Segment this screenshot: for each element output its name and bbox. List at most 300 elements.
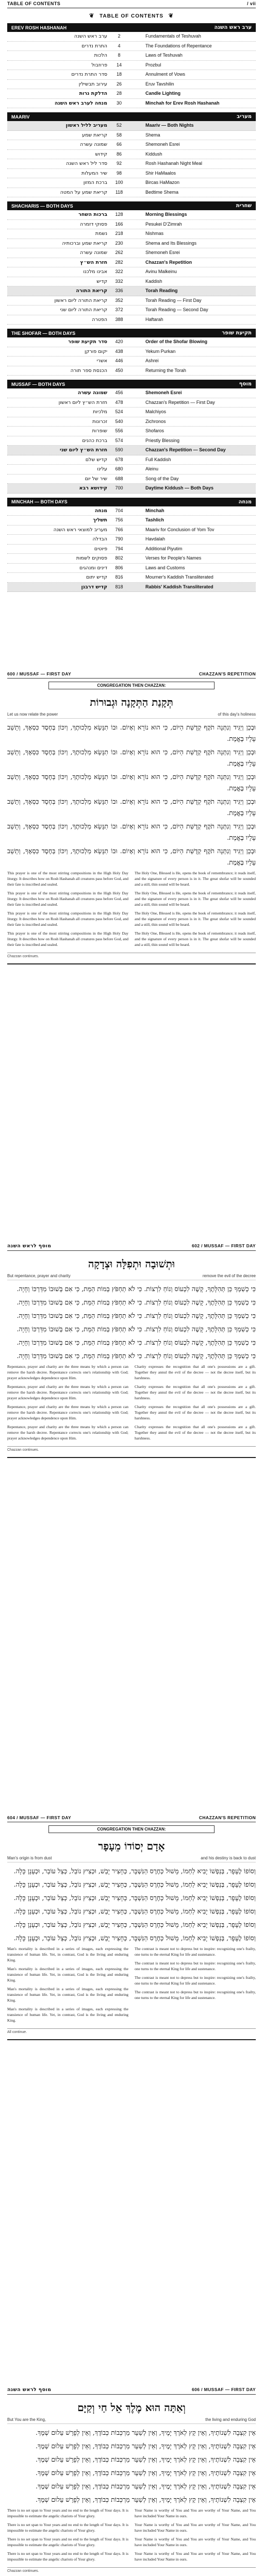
toc-entry-title: Haftarah xyxy=(145,316,163,322)
toc-entry-hebrew: קריאת התורה ליום שני xyxy=(60,307,107,313)
toc-entry-page: 420 xyxy=(115,339,123,344)
translation-left: But You are the King, xyxy=(7,2417,46,2422)
toc-entry-title: Minchah xyxy=(145,507,165,513)
toc-entry-hebrew: מנחה לערב ראש השנה xyxy=(54,100,107,106)
prayer-text-hebrew: וְסוֹפוֹ לֶעָפָר, בְּנַפְשׁוֹ יָבִיא לַחְמוֹ, מָשׁוּל כְּחֶרֶס הַנִּשְׁבָּר, כְּחָצִיר יָבֵשׁ, וּכְצִיץ נוֹבֵל, כְּצֵל עוֹבֵר, וּכְעָנָן כָּלָה. xyxy=(13,1934,256,1942)
toc-entry-title: Shofaros xyxy=(145,428,165,433)
toc-section-title: SHACHARIS — BOTH DAYS xyxy=(11,203,73,209)
toc-entry[interactable] xyxy=(7,306,256,315)
prayer-text-hebrew: וּבְכֵן וְיַגִּיד וְנִתְּנָה תֹקֶף קְדֻשַּׁת הַיּוֹם, כִּי הוּא נוֹרָא וְאָיוֹם. וּבוֹ תִנָּשֵׂא מַלְכוּתֶךָ, וְיִכּוֹן בְּחֶסֶד כִּסְאֶךָ, וְתֵשֵׁב עָלָיו בֶּאֱמֶת. xyxy=(7,723,256,742)
toc-section-title: MUSSAF — BOTH DAYS xyxy=(11,381,65,387)
prayer-text-hebrew: וְסוֹפוֹ לֶעָפָר, בְּנַפְשׁוֹ יָבִיא לַחְמוֹ, מָשׁוּל כְּחֶרֶס הַנִּשְׁבָּר, כְּחָצִיר יָבֵשׁ, וּכְצִיץ נוֹבֵל, כְּצֵל עוֹבֵר, וּכְעָנָן כָּלָה. xyxy=(13,1867,256,1875)
commentary-paragraph: This prayer is one of the most stirring compositions in the High Holy Day liturgy. It describes how on Rosh Hashanah all creatures pass before God, and their fate is inscribed and sealed. xyxy=(7,911,128,927)
commentary-paragraph: The contrast is meant not to depress but to inspire: recognizing one's frailty, one turns to the eternal King for life and sustenance. xyxy=(135,1961,256,1971)
prayer-text-hebrew: וְסוֹפוֹ לֶעָפָר, בְּנַפְשׁוֹ יָבִיא לַחְמוֹ, מָשׁוּל כְּחֶרֶס הַנִּשְׁבָּר, כְּחָצִיר יָבֵשׁ, וּכְצִיץ נוֹבֵל, כְּצֵל עוֹבֵר, וּכְעָנָן כָּלָה. xyxy=(13,1880,256,1888)
prayer-text-hebrew: כִּי כְשִׁמְךָ כֵּן תְּהִלָּתֶךָ, קָשֶׁה לִכְעוֹס וְנוֹחַ לִרְצוֹת. כִּי לֹא תַחְפֹּץ בְּמוֹת הַמֵּת, כִּי אִם בְּשׁוּבוֹ מִדַּרְכּוֹ וְחָיָה. xyxy=(17,1298,256,1306)
toc-entry-hebrew: התרת נדרים xyxy=(81,43,107,49)
toc-entry-hebrew: ברכת כהנים xyxy=(82,437,107,444)
toc-title xyxy=(7,12,256,19)
toc-entry-page: 766 xyxy=(115,527,123,532)
toc-entry-page: 282 xyxy=(115,259,123,265)
toc-entry-page: 688 xyxy=(115,476,123,481)
toc-section-header xyxy=(7,112,256,121)
prayer-text-hebrew: וְסוֹפוֹ לֶעָפָר, בְּנַפְשׁוֹ יָבִיא לַחְמוֹ, מָשׁוּל כְּחֶרֶס הַנִּשְׁבָּר, כְּחָצִיר יָבֵשׁ, וּכְצִיץ נוֹבֵל, כְּצֵל עוֹבֵר, וּכְעָנָן כָּלָה. xyxy=(13,1921,256,1928)
toc-entry-title: Rabbis' Kaddish Transliterated xyxy=(145,584,213,589)
toc-entry-title: Fundamentals of Teshuvah xyxy=(145,33,201,39)
toc-entry-title: Verses for People's Names xyxy=(145,555,202,561)
toc-entry-title: Maariv — Both Nights xyxy=(145,123,194,128)
toc-entry[interactable] xyxy=(7,583,256,592)
toc-entry-hebrew: קריאת שמע על המטה xyxy=(60,189,107,195)
toc-entry[interactable] xyxy=(7,51,256,61)
commentary-paragraph: This prayer is one of the most stirring compositions in the High Holy Day liturgy. It describes how on Rosh Hashanah all creatures pass before God, and their fate is inscribed and sealed. xyxy=(7,891,128,907)
toc-entry-title: Shema and Its Blessings xyxy=(145,240,197,246)
toc-entry-title: Pesukei D'Zimrah xyxy=(145,221,182,227)
toc-section-title: MAARIV xyxy=(11,114,30,120)
toc-entry-page: 18 xyxy=(116,72,122,77)
toc-entry-title: The Foundations of Repentance xyxy=(145,43,212,48)
toc-entry-page: 540 xyxy=(115,418,123,424)
commentary-left xyxy=(7,1364,128,1444)
toc-entry-page: 574 xyxy=(115,437,123,443)
toc-entry-title: Shema xyxy=(145,132,160,138)
toc-entry-hebrew: קריאת שמע xyxy=(82,132,107,138)
toc-entry[interactable] xyxy=(7,188,256,198)
commentary-paragraph: This prayer is one of the most stirring compositions in the High Holy Day liturgy. It describes how on Rosh Hashanah all creatures pass before God, and their fate is inscribed and sealed. xyxy=(7,931,128,947)
toc-entry-page: 438 xyxy=(115,348,123,354)
translation-right: remove the evil of the decree xyxy=(202,1274,256,1278)
fleuron-icon: ❦ xyxy=(168,13,174,19)
toc-entry-hebrew: חזרת הש״ץ ליום ראשון xyxy=(58,399,107,405)
toc-entry-title: Chazzan's Repetition xyxy=(145,259,192,265)
toc-entry[interactable] xyxy=(7,277,256,287)
page-header-right: 602 / MUSSAF — FIRST DAY xyxy=(191,1243,256,1248)
toc-entry-hebrew: חזרת הש״ץ ליום שני xyxy=(60,447,107,453)
toc-entry[interactable] xyxy=(7,408,256,417)
toc-entry-title: Avinu Malkeinu xyxy=(145,269,177,274)
prayer-heading-hebrew: תְּקָנַת הַתְּקָנָה וּגְבוּרוֹת xyxy=(90,696,173,708)
prayer-text-hebrew: וּבְכֵן וְיַגִּיד וְנִתְּנָה תֹקֶף קְדֻשַּׁת הַיּוֹם, כִּי הוּא נוֹרָא וְאָיוֹם. וּבוֹ תִנָּשֵׂא מַלְכוּתֶךָ, וְיִכּוֹן בְּחֶסֶד כִּסְאֶךָ, וְתֵשֵׁב עָלָיו בֶּאֱמֶת. xyxy=(7,748,256,767)
prayer-text-hebrew: אֵין קִצְבָה לִשְׁנוֹתֶיךָ, וְאֵין קֵץ לְאֹרֶךְ יָמֶיךָ, וְאֵין לְשַׁעֵר מַרְכְּבוֹת כְּבוֹדֶךָ, וְאֵין לְפָרֵשׁ עֵלוּם שְׁמֶךָ. xyxy=(36,2455,256,2463)
commentary-paragraph: There is no set span to Your years and no end to the length of Your days. It is impossible to estimate the angelic chariots of Your glory. xyxy=(7,2537,128,2547)
toc-entry-title: Annulment of Vows xyxy=(145,72,186,77)
toc-entry[interactable] xyxy=(7,286,256,296)
toc-entry[interactable] xyxy=(7,70,256,80)
prayer-heading-hebrew: וְאַתָּה הוּא מֶלֶךְ אֵל חַי וְקַיָּם xyxy=(77,2401,186,2414)
prayer-page xyxy=(0,2385,263,2576)
toc-entry[interactable] xyxy=(7,357,256,366)
toc-entry-title: Tashlich xyxy=(145,517,164,522)
toc-entry-page: 478 xyxy=(115,399,123,405)
toc-entry[interactable] xyxy=(7,169,256,179)
prayer-text-hebrew: כִּי כְשִׁמְךָ כֵּן תְּהִלָּתֶךָ, קָשֶׁה לִכְעוֹס וְנוֹחַ לִרְצוֹת. כִּי לֹא תַחְפֹּץ בְּמוֹת הַמֵּת, כִּי אִם בְּשׁוּבוֹ מִדַּרְכּוֹ וְחָיָה. xyxy=(17,1312,256,1319)
prayer-text-hebrew: וְסוֹפוֹ לֶעָפָר, בְּנַפְשׁוֹ יָבִיא לַחְמוֹ, מָשׁוּל כְּחֶרֶס הַנִּשְׁבָּר, כְּחָצִיר יָבֵשׁ, וּכְצִיץ נוֹבֵל, כְּצֵל עוֹבֵר, וּכְעָנָן כָּלָה. xyxy=(13,1894,256,1902)
toc-entry-page: 86 xyxy=(116,151,122,157)
toc-entry-title: Laws of Teshuvah xyxy=(145,53,183,58)
translation-right: the living and enduring God xyxy=(205,2417,256,2422)
page-footnote: All continue. xyxy=(7,2028,256,2034)
toc-entry[interactable] xyxy=(7,347,256,357)
translation-line xyxy=(7,1274,256,1280)
translation-right: of this day's holiness xyxy=(218,712,256,717)
toc-entry[interactable] xyxy=(7,267,256,277)
toc-entry-hebrew: עירוב תבשילין xyxy=(78,81,107,87)
toc-entry[interactable] xyxy=(7,484,256,494)
toc-entry[interactable] xyxy=(7,436,256,446)
toc-entry-hebrew: קריאת התורה ליום ראשון xyxy=(54,297,107,303)
toc-entry-page: 118 xyxy=(115,189,123,195)
toc-entry-page: 322 xyxy=(115,269,123,274)
toc-entry-title: Shemoneh Esrei xyxy=(145,390,182,395)
toc-entry-page: 58 xyxy=(116,132,122,138)
toc-entry-title: Returning the Torah xyxy=(145,367,186,373)
toc-section-hebrew: תקיעת שופר xyxy=(222,330,252,336)
toc-entry-hebrew: מלכיות xyxy=(93,409,107,415)
translation-right: and his destiny is back to dust xyxy=(201,1856,256,1860)
commentary-paragraph: This prayer is one of the most stirring compositions in the High Holy Day liturgy. It describes how on Rosh Hashanah all creatures pass before God, and their fate is inscribed and sealed. xyxy=(7,871,128,887)
toc-entry-hebrew: אשרי xyxy=(96,358,107,364)
translation-line xyxy=(7,2417,256,2424)
toc-entry-page: 128 xyxy=(115,212,123,217)
commentary-paragraph: Repentance, prayer and charity are the three means by which a person can remove the harsh decree. Repentance corrects one's relationship with God; prayer acknowledges dependence upon Him. xyxy=(7,1404,128,1420)
toc-entry[interactable] xyxy=(7,427,256,436)
commentary-right xyxy=(135,1946,256,2026)
toc-entry[interactable] xyxy=(7,229,256,239)
toc-entry[interactable] xyxy=(7,99,256,109)
prayer-heading-hebrew: אָדָם יְסוֹדוֹ מֵעָפָר xyxy=(98,1840,165,1852)
toc-entry-page: 372 xyxy=(115,307,123,312)
commentary-paragraph: There is no set span to Your years and no end to the length of Your days. It is impossible to estimate the angelic chariots of Your glory. xyxy=(7,2508,128,2518)
toc-entry-page: 14 xyxy=(116,62,122,67)
toc-entry-hebrew: נשמת xyxy=(95,231,107,236)
toc-entry-title: Prozbul xyxy=(145,62,161,67)
toc-entry-title: Mourner's Kaddish Transliterated xyxy=(145,574,213,580)
toc-entry-hebrew: שופרות xyxy=(92,428,107,434)
toc-entry-page: 704 xyxy=(115,507,123,513)
toc-entry[interactable] xyxy=(7,140,256,150)
page-header-left: מוסף לראש השנה xyxy=(7,2387,52,2393)
page-header xyxy=(7,2385,256,2395)
toc-entry[interactable] xyxy=(7,337,256,347)
prayer-text-hebrew: כִּי כְשִׁמְךָ כֵּן תְּהִלָּתֶךָ, קָשֶׁה לִכְעוֹס וְנוֹחַ לִרְצוֹת. כִּי לֹא תַחְפֹּץ בְּמוֹת הַמֵּת, כִּי אִם בְּשׁוּבוֹ מִדַּרְכּוֹ וְחָיָה. xyxy=(17,1325,256,1333)
toc-entry-title: Chazzan's Repetition — Second Day xyxy=(145,447,226,452)
toc-entry-hebrew: קדיש xyxy=(96,278,107,284)
toc-running-head-label: TABLE OF CONTENTS xyxy=(7,1,61,6)
toc-entry-page: 218 xyxy=(115,231,123,236)
toc-entry-page: 524 xyxy=(115,409,123,414)
toc-section-hebrew: שחרית xyxy=(236,203,252,209)
toc-entry[interactable] xyxy=(7,42,256,52)
toc-entry-title: Torah Reading — Second Day xyxy=(145,307,208,312)
toc-entry-page: 756 xyxy=(115,517,123,522)
toc-section-header xyxy=(7,201,256,210)
toc-section-hebrew: מנחה xyxy=(238,499,252,505)
toc-entry-hebrew: פסוקים לשמות xyxy=(76,555,107,561)
toc-entry[interactable] xyxy=(7,554,256,564)
instruction-box: CONGREGATION THEN CHAZZAN: xyxy=(48,682,215,689)
toc-entry-title: Bircas HaMazon xyxy=(145,180,180,185)
toc-entry-hebrew: הכנסת ספר תורה xyxy=(70,367,107,374)
toc-entry-title: Torah Reading — First Day xyxy=(145,297,202,303)
toc-entry-page: 352 xyxy=(115,297,123,303)
commentary-paragraph: Repentance, prayer and charity are the three means by which a person can remove the harsh decree. Repentance corrects one's relationship with God; prayer acknowledges dependence upon Him. xyxy=(7,1364,128,1380)
page-header-left: מוסף לראש השנה xyxy=(7,1243,52,1249)
toc-entry-page: 456 xyxy=(115,390,123,395)
toc-entry-page: 100 xyxy=(115,180,123,185)
toc-section-title: THE SHOFAR — BOTH DAYS xyxy=(11,330,76,336)
toc-entry-page: 98 xyxy=(116,170,122,176)
toc-entry[interactable] xyxy=(7,220,256,230)
prayer-page xyxy=(0,1242,263,1463)
toc-section-header xyxy=(7,380,256,388)
toc-entry-page: 450 xyxy=(115,367,123,373)
translation-line xyxy=(7,1856,256,1862)
toc-entry-title: Song of the Day xyxy=(145,476,179,481)
toc-entry[interactable] xyxy=(7,248,256,258)
toc-entry-title: Order of the Shofar Blowing xyxy=(145,339,208,344)
toc-entry-page: 818 xyxy=(115,584,123,589)
commentary-paragraph: Charity expresses the recognition that all one's possessions are a gift. Together they annul the evil of the decree — not the decree itself, but its harshness. xyxy=(135,1364,256,1380)
toc-entry-hebrew: פרוזבול xyxy=(91,62,107,68)
commentary-paragraph: Your Name is worthy of You and You are worthy of Your Name, and You have included Your Name in ours. xyxy=(135,2551,256,2562)
prayer-text-hebrew: אֵין קִצְבָה לִשְׁנוֹתֶיךָ, וְאֵין קֵץ לְאֹרֶךְ יָמֶיךָ, וְאֵין לְשַׁעֵר מַרְכְּבוֹת כְּבוֹדֶךָ, וְאֵין לְפָרֵשׁ עֵלוּם שְׁמֶךָ. xyxy=(36,2469,256,2477)
toc-entry-hebrew: שיר המעלות xyxy=(81,170,107,176)
toc-running-head xyxy=(7,0,256,8)
toc-entry-hebrew: שיר של יום xyxy=(85,476,107,482)
toc-entry-page: 816 xyxy=(115,574,123,580)
toc-entry-page: 680 xyxy=(115,466,123,471)
toc-entry[interactable] xyxy=(7,465,256,474)
page-footnote: Chazzan continues. xyxy=(7,953,256,958)
toc-entry-title: Maariv for Conclusion of Yom Tov xyxy=(145,527,215,532)
prayer-text-hebrew: כִּי כְשִׁמְךָ כֵּן תְּהִלָּתֶךָ, קָשֶׁה לִכְעוֹס וְנוֹחַ לִרְצוֹת. כִּי לֹא תַחְפֹּץ בְּמוֹת הַמֵּת, כִּי אִם בְּשׁוּבוֹ מִדַּרְכּוֹ וְחָיָה. xyxy=(17,1352,256,1360)
toc-entry-hebrew: קדיש דרבנן xyxy=(81,584,107,590)
toc-entry-page: 230 xyxy=(115,240,123,246)
toc-entry[interactable] xyxy=(7,366,256,376)
translation-left: Man's origin is from dust xyxy=(7,1856,52,1860)
toc-entry-title: Bedtime Shema xyxy=(145,189,179,195)
toc-entry-hebrew: ברכת המזון xyxy=(83,180,107,185)
toc-entry-hebrew: תשליך xyxy=(93,517,107,523)
toc-entry-page: 30 xyxy=(116,100,122,106)
toc-entry-page: 166 xyxy=(115,221,123,227)
toc-entry-title: Shir HaMaalos xyxy=(145,170,176,176)
page-footnote: Chazzan continues. xyxy=(7,1446,256,1452)
toc-entry-page: 806 xyxy=(115,565,123,570)
commentary-paragraph: There is no set span to Your years and no end to the length of Your days. It is impossible to estimate the angelic chariots of Your glory. xyxy=(7,2551,128,2562)
fleuron-icon: ❦ xyxy=(89,13,95,19)
page-header-right: CHAZZAN'S REPETITION xyxy=(199,671,256,676)
page-header-left: 604 / MUSSAF — FIRST DAY xyxy=(7,1815,72,1820)
toc-entry[interactable] xyxy=(7,159,256,169)
toc-entry-hebrew: עלינו xyxy=(97,466,107,472)
toc-entry-page: 262 xyxy=(115,250,123,255)
commentary-right xyxy=(135,2507,256,2565)
commentary-columns xyxy=(7,870,256,951)
toc-entry-page: 2 xyxy=(118,33,121,39)
toc-entry[interactable] xyxy=(7,516,256,526)
toc-entry[interactable] xyxy=(7,455,256,465)
toc-entry-title: Torah Reading xyxy=(145,288,178,293)
page-header-right: 606 / MUSSAF — FIRST DAY xyxy=(191,2387,256,2392)
commentary-paragraph: The Holy One, Blessed is He, opens the book of remembrance; it reads itself, and the signature of every person is in it. The great shofar will be sounded and a still, thin sound will be heard. xyxy=(135,871,256,887)
toc-entry[interactable] xyxy=(7,80,256,90)
toc-entry[interactable] xyxy=(7,446,256,455)
toc-entry-title: Morning Blessings xyxy=(145,212,187,217)
toc-entry[interactable] xyxy=(7,296,256,306)
toc-entry[interactable] xyxy=(7,417,256,427)
toc-entry-title: Rosh Hashanah Night Meal xyxy=(145,161,203,166)
prayer-text-hebrew: כִּי כְשִׁמְךָ כֵּן תְּהִלָּתֶךָ, קָשֶׁה לִכְעוֹס וְנוֹחַ לִרְצוֹת. כִּי לֹא תַחְפֹּץ בְּמוֹת הַמֵּת, כִּי אִם בְּשׁוּבוֹ מִדַּרְכּוֹ וְחָיָה. xyxy=(17,1338,256,1346)
toc-entry-title: Ashrei xyxy=(145,358,159,363)
commentary-paragraph: There is no set span to Your years and no end to the length of Your days. It is impossible to estimate the angelic chariots of Your glory. xyxy=(7,2522,128,2533)
toc-entry-page: 66 xyxy=(116,142,122,147)
commentary-paragraph: The contrast is meant not to depress but to inspire: recognizing one's frailty, one turns to the eternal King for life and sustenance. xyxy=(135,1990,256,2000)
toc-entry-title: Yekum Purkan xyxy=(145,348,176,354)
toc-entry-hebrew: קריאת התורה xyxy=(76,288,107,294)
toc-entry-page: 8 xyxy=(118,53,121,58)
toc-entry[interactable] xyxy=(7,150,256,160)
commentary-paragraph: The contrast is meant not to depress but to inspire: recognizing one's frailty, one turns to the eternal King for life and sustenance. xyxy=(135,1946,256,1957)
commentary-paragraph: The Holy One, Blessed is He, opens the book of remembrance; it reads itself, and the signature of every person is in it. The great shofar will be sounded and a still, thin sound will be heard. xyxy=(135,891,256,907)
toc-entry-hebrew: ברכות השחר xyxy=(78,212,107,217)
toc-entry-hebrew: ערב ראש השנה xyxy=(74,33,107,39)
toc-entry-hebrew: סדר ליל ראש השנה xyxy=(65,161,107,166)
toc-entry[interactable] xyxy=(7,89,256,99)
toc-entry-hebrew: הדלקת נרות xyxy=(79,91,107,96)
page-header-left: 600 / MUSSAF — FIRST DAY xyxy=(7,671,72,676)
commentary-paragraph: The Holy One, Blessed is He, opens the book of remembrance; it reads itself, and the signature of every person is in it. The great shofar will be sounded and a still, thin sound will be heard. xyxy=(135,931,256,947)
toc-entry-page: 794 xyxy=(115,546,123,551)
toc-entry-hebrew: פיוטים xyxy=(94,546,107,552)
page-divider xyxy=(7,1457,256,1458)
toc-entry-page: 4 xyxy=(118,43,121,48)
commentary-paragraph: Charity expresses the recognition that all one's possessions are a gift. Together they annul the evil of the decree — not the decree itself, but its harshness. xyxy=(135,1404,256,1420)
translation-left: But repentance, prayer and charity xyxy=(7,1274,71,1278)
toc-entry-hebrew: קידושא רבא xyxy=(79,485,107,491)
toc-entry-title: Minchah for Erev Rosh Hashanah xyxy=(145,100,220,106)
prayer-text-hebrew: וּבְכֵן וְיַגִּיד וְנִתְּנָה תֹקֶף קְדֻשַּׁת הַיּוֹם, כִּי הוּא נוֹרָא וְאָיוֹם. וּבוֹ תִנָּשֵׂא מַלְכוּתֶךָ, וְיִכּוֹן בְּחֶסֶד כִּסְאֶךָ, וְתֵשֵׁב עָלָיו בֶּאֱמֶת. xyxy=(7,773,256,792)
toc-entry-page: 590 xyxy=(115,447,123,452)
toc-page-number: / vii xyxy=(246,1,256,6)
toc-section-header xyxy=(7,329,256,337)
toc-entry-page: 700 xyxy=(115,485,123,490)
translation-left: Let us now relate the power xyxy=(7,712,58,717)
toc-entry[interactable] xyxy=(7,131,256,141)
commentary-columns xyxy=(7,1946,256,2026)
toc-entry-hebrew: סדר התרת נדרים xyxy=(71,72,107,77)
toc-entry[interactable] xyxy=(7,121,256,131)
toc-entry-hebrew: פסוקי דזמרה xyxy=(79,221,107,227)
toc-entry[interactable] xyxy=(7,573,256,583)
toc-entry-page: 92 xyxy=(116,161,122,166)
prayer-text-hebrew: אֵין קִצְבָה לִשְׁנוֹתֶיךָ, וְאֵין קֵץ לְאֹרֶךְ יָמֶיךָ, וְאֵין לְשַׁעֵר מַרְכְּבוֹת כְּבוֹדֶךָ, וְאֵין לְפָרֵשׁ עֵלוּם שְׁמֶךָ. xyxy=(36,2496,256,2503)
toc-title-text: TABLE OF CONTENTS xyxy=(99,13,164,19)
toc-entry-hebrew: מעריב לליל ראשון xyxy=(65,123,107,128)
toc-entry[interactable] xyxy=(7,398,256,408)
page-divider xyxy=(7,963,256,964)
toc-section-title: EREV ROSH HASHANAH xyxy=(11,25,67,30)
toc-entry[interactable] xyxy=(7,258,256,268)
commentary-paragraph: Your Name is worthy of You and You are worthy of Your Name, and You have included Your Name in ours. xyxy=(135,2537,256,2547)
toc-entry[interactable] xyxy=(7,526,256,535)
toc-entry-hebrew: קדיש יתום xyxy=(86,574,107,580)
toc-entry-title: Malchiyos xyxy=(145,409,167,414)
commentary-paragraph: The Holy One, Blessed is He, opens the book of remembrance; it reads itself, and the signature of every person is in it. The great shofar will be sounded and a still, thin sound will be heard. xyxy=(135,911,256,927)
toc-entry-hebrew: מעריב למוצאי ראש השנה xyxy=(53,527,107,533)
page-header xyxy=(7,1814,256,1822)
toc-entry-title: Chazzan's Repetition — First Day xyxy=(145,399,215,405)
toc-entry[interactable] xyxy=(7,178,256,188)
toc-entry-title: Laws and Customs xyxy=(145,565,185,570)
toc-entry[interactable] xyxy=(7,210,256,220)
toc-entry-page: 802 xyxy=(115,555,123,561)
toc-entry-title: Shemoneh Esrei xyxy=(145,142,180,147)
toc-entry[interactable] xyxy=(7,535,256,545)
commentary-paragraph: Repentance, prayer and charity are the three means by which a person can remove the harsh decree. Repentance corrects one's relationship with God; prayer acknowledges dependence upon Him. xyxy=(7,1425,128,1440)
page-divider xyxy=(7,2039,256,2040)
commentary-left xyxy=(7,1946,128,2026)
toc-entry-hebrew: קדיש שלם xyxy=(85,456,107,463)
toc-entry[interactable] xyxy=(7,239,256,249)
toc-entry-title: Aleinu xyxy=(145,466,159,471)
toc-entry[interactable] xyxy=(7,545,256,554)
prayer-text-hebrew: אֵין קִצְבָה לִשְׁנוֹתֶיךָ, וְאֵין קֵץ לְאֹרֶךְ יָמֶיךָ, וְאֵין לְשַׁעֵר מַרְכְּבוֹת כְּבוֹדֶךָ, וְאֵין לְפָרֵשׁ עֵלוּם שְׁמֶךָ. xyxy=(36,2429,256,2436)
toc-entry-page: 52 xyxy=(116,123,122,128)
toc-entry[interactable] xyxy=(7,388,256,398)
prayer-text-hebrew: אֵין קִצְבָה לִשְׁנוֹתֶיךָ, וְאֵין קֵץ לְאֹרֶךְ יָמֶיךָ, וְאֵין לְשַׁעֵר מַרְכְּבוֹת כְּבוֹדֶךָ, וְאֵין לְפָרֵשׁ עֵלוּם שְׁמֶךָ. xyxy=(36,2442,256,2450)
page-header xyxy=(7,670,256,679)
prayer-text-hebrew: כִּי כְשִׁמְךָ כֵּן תְּהִלָּתֶךָ, קָשֶׁה לִכְעוֹס וְנוֹחַ לִרְצוֹת. כִּי לֹא תַחְפֹּץ בְּמוֹת הַמֵּת, כִּי אִם בְּשׁוּבוֹ מִדַּרְכּוֹ וְחָיָה. xyxy=(17,1285,256,1293)
toc-entry[interactable] xyxy=(7,61,256,71)
toc-entry[interactable] xyxy=(7,315,256,325)
commentary-right xyxy=(135,870,256,951)
toc-section-hebrew: מוסף xyxy=(239,381,252,387)
prayer-text-hebrew: אֵין קִצְבָה לִשְׁנוֹתֶיךָ, וְאֵין קֵץ לְאֹרֶךְ יָמֶיךָ, וְאֵין לְשַׁעֵר מַרְכְּבוֹת כְּבוֹדֶךָ, וְאֵין לְפָרֵשׁ עֵלוּם שְׁמֶךָ. xyxy=(36,2482,256,2490)
toc-entry-page: 446 xyxy=(115,358,123,363)
prayer-text-hebrew: וּבְכֵן וְיַגִּיד וְנִתְּנָה תֹקֶף קְדֻשַּׁת הַיּוֹם, כִּי הוּא נוֹרָא וְאָיוֹם. וּבוֹ תִנָּשֵׂא מַלְכוּתֶךָ, וְיִכּוֹן בְּחֶסֶד כִּסְאֶךָ, וְתֵשֵׁב עָלָיו בֶּאֱמֶת. xyxy=(7,847,256,866)
prayer-heading-hebrew: וּתְשׁוּבָה וּתְפִלָּה וּצְדָקָה xyxy=(88,1258,175,1270)
toc-entry-hebrew: שמונה עשרה xyxy=(77,390,107,396)
commentary-paragraph: Your Name is worthy of You and You are worthy of Your Name, and You have included Your Name in ours. xyxy=(135,2522,256,2533)
toc-entry[interactable] xyxy=(7,506,256,516)
toc-entry[interactable] xyxy=(7,474,256,484)
page-header-right: CHAZZAN'S REPETITION xyxy=(199,1815,256,1820)
toc-entry-title: Zichronos xyxy=(145,418,166,424)
commentary-columns xyxy=(7,2507,256,2565)
toc-entry[interactable] xyxy=(7,32,256,42)
toc-entry-page: 28 xyxy=(116,91,122,96)
commentary-paragraph: Man's mortality is described in a series of images, each expressing the transience of human life. Yet, in contrast, God is the living and enduring King. xyxy=(7,1987,128,2003)
toc-entry[interactable] xyxy=(7,564,256,573)
toc-entry-page: 336 xyxy=(115,288,123,293)
toc-entry-hebrew: שמונה עשרה xyxy=(79,142,107,147)
toc-entry-hebrew: קידוש xyxy=(95,151,107,157)
toc-section-hebrew: ערב ראש השנה xyxy=(214,25,252,30)
toc-entry-hebrew: יקום פורקן xyxy=(85,348,107,354)
prayer-text-hebrew: וּבְכֵן וְיַגִּיד וְנִתְּנָה תֹקֶף קְדֻשַּׁת הַיּוֹם, כִּי הוּא נוֹרָא וְאָיוֹם. וּבוֹ תִנָּשֵׂא מַלְכוּתֶךָ, וְיִכּוֹן בְּחֶסֶד כִּסְאֶךָ, וְתֵשֵׁב עָלָיו בֶּאֱמֶת. xyxy=(7,822,256,841)
toc-entry-title: Shemoneh Esrei xyxy=(145,250,180,255)
commentary-paragraph: Repentance, prayer and charity are the three means by which a person can remove the harsh decree. Repentance corrects one's relationship with God; prayer acknowledges dependence upon Him. xyxy=(7,1384,128,1400)
toc-section-title: MINCHAH — BOTH DAYS xyxy=(11,499,68,504)
toc-entry-hebrew: סדר תקיעת שופר xyxy=(68,339,107,345)
commentary-paragraph: Your Name is worthy of You and You are worthy of Your Name, and You have included Your Name in ours. xyxy=(135,2508,256,2518)
toc-entry-title: Eruv Tavshilin xyxy=(145,81,174,87)
toc-entry-title: Nishmas xyxy=(145,231,164,236)
toc-entry-title: Candle Lighting xyxy=(145,91,180,96)
prayer-page xyxy=(0,1814,263,2045)
toc-entry-hebrew: קריאת שמע וברכותיה xyxy=(62,240,107,246)
